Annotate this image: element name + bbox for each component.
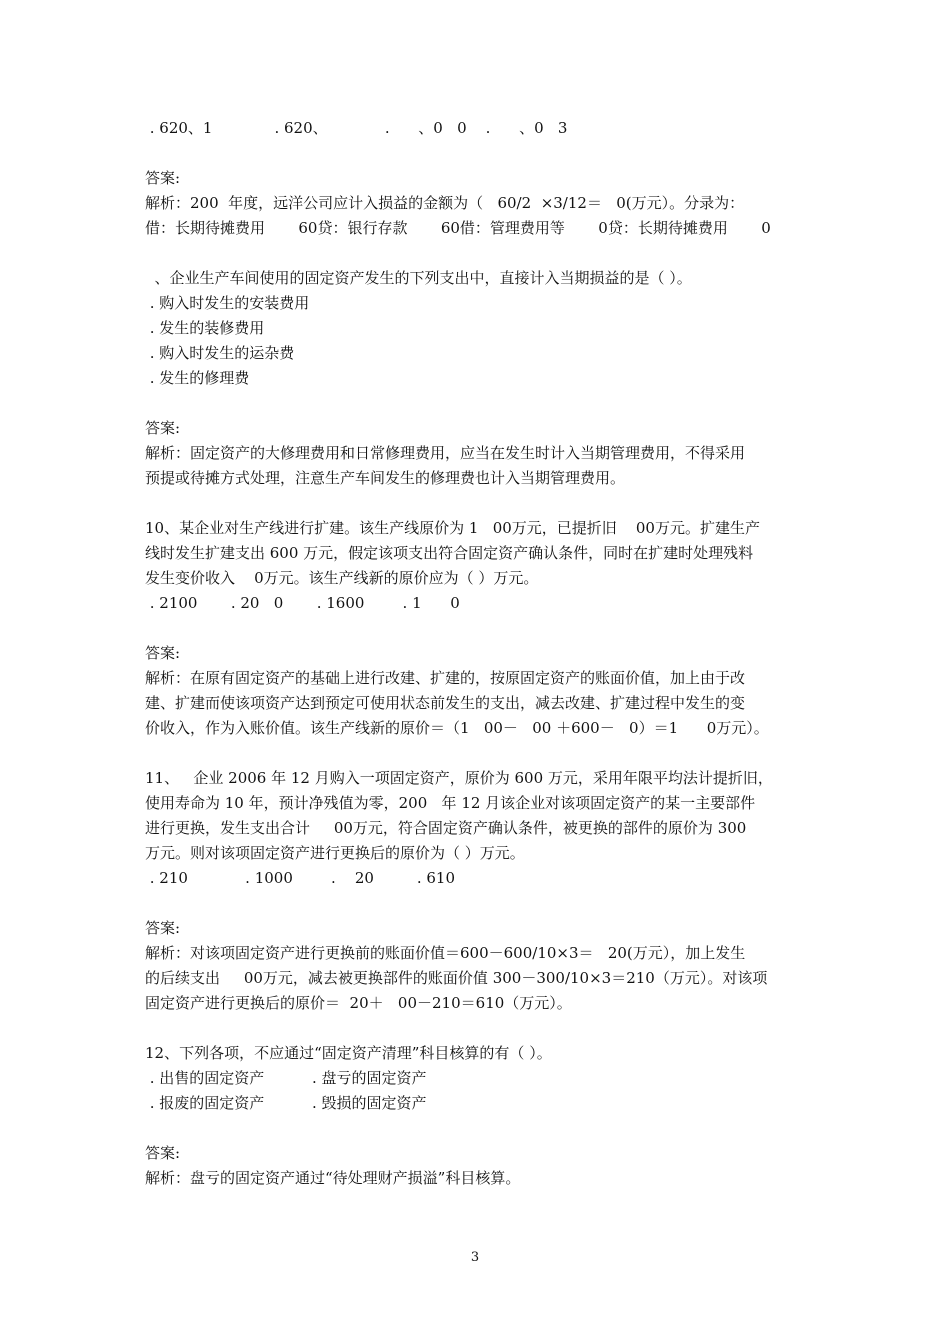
question-text: 使用寿命为 10 年，预计净残值为零，200 年 12 月该企业对该项固定资产的某一主要部件: [145, 794, 756, 812]
answer-label: 答案:: [145, 419, 181, 437]
option-line: . 购入时发生的安装费用: [145, 294, 310, 312]
option-line: . 购入时发生的运杂费: [145, 344, 295, 362]
options-line: . 2100 . 20 0 . 1600 . 1 0: [145, 594, 460, 612]
options-line: . 出售的固定资产 . 盘亏的固定资产: [145, 1069, 427, 1087]
answer-label: 答案:: [145, 919, 181, 937]
question-text: 、企业生产车间使用的固定资产发生的下列支出中，直接计入当期损益的是（ ）。: [145, 269, 692, 287]
page-number: 3: [470, 1250, 480, 1265]
question-text: 发生变价收入 0万元。该生产线新的原价应为（ ）万元。: [145, 569, 539, 587]
journal-entry-text: 借：长期待摊费用 60贷：银行存款 60借：管理费用等 0贷：长期待摊费用 0: [145, 219, 771, 237]
options-line: . 报废的固定资产 . 毁损的固定资产: [145, 1094, 427, 1112]
question-text: 10、某企业对生产线进行扩建。该生产线原价为 1 00万元，已提折旧 00万元。扩建生产: [145, 519, 760, 537]
analysis-text: 解析：固定资产的大修理费用和日常修理费用，应当在发生时计入当期管理费用，不得采用: [145, 444, 746, 462]
analysis-text: 固定资产进行更换后的原价＝ 20＋ 00－210＝610（万元）。: [145, 994, 572, 1012]
analysis-text: 的后续支出 00万元，减去被更换部件的账面价值 300－300/10×3＝210（万元）。对该项: [145, 969, 768, 987]
answer-label: 答案:: [145, 644, 181, 662]
options-line: . 620、1 . 620、 . 、0 0 . 、0 3: [145, 119, 568, 137]
analysis-text: 解析：对该项固定资产进行更换前的账面价值＝600－600/10×3＝ 20(万元），加上发生: [145, 944, 746, 962]
analysis-text: 预提或待摊方式处理，注意生产车间发生的修理费也计入当期管理费用。: [145, 469, 626, 487]
answer-label: 答案:: [145, 1144, 181, 1162]
analysis-text: 解析：在原有固定资产的基础上进行改建、扩建的，按原固定资产的账面价值，加上由于改: [145, 669, 746, 687]
analysis-text: 价收入，作为入账价值。该生产线新的原价＝（1 00－ 00 ＋600－ 0）＝1 0万元）。: [145, 719, 769, 737]
analysis-text: 解析：盘亏的固定资产通过“待处理财产损溢”科目核算。: [145, 1169, 521, 1187]
options-line: . 210 . 1000 . 20 . 610: [145, 869, 456, 887]
answer-label: 答案:: [145, 169, 181, 187]
question-text: 12、下列各项，不应通过“固定资产清理”科目核算的有（ ）。: [145, 1044, 552, 1062]
question-text: 进行更换，发生支出合计 00万元，符合固定资产确认条件，被更换的部件的原价为 300: [145, 819, 747, 837]
option-line: . 发生的修理费: [145, 369, 250, 387]
question-text: 线时发生扩建支出 600 万元，假定该项支出符合固定资产确认条件，同时在扩建时处理残料: [145, 544, 754, 562]
analysis-text: 解析：200 年度，远洋公司应计入损益的金额为（ 60/2 ×3/12＝ 0(万元）。分录为：: [145, 194, 745, 212]
question-text: 11、 企业 2006 年 12 月购入一项固定资产，原价为 600 万元，采用年限平均法计提折旧，: [145, 769, 773, 787]
analysis-text: 建、扩建而使该项资产达到预定可使用状态前发生的支出，减去改建、扩建过程中发生的变: [145, 694, 746, 712]
option-line: . 发生的装修费用: [145, 319, 265, 337]
question-text: 万元。则对该项固定资产进行更换后的原价为（ ）万元。: [145, 844, 525, 862]
